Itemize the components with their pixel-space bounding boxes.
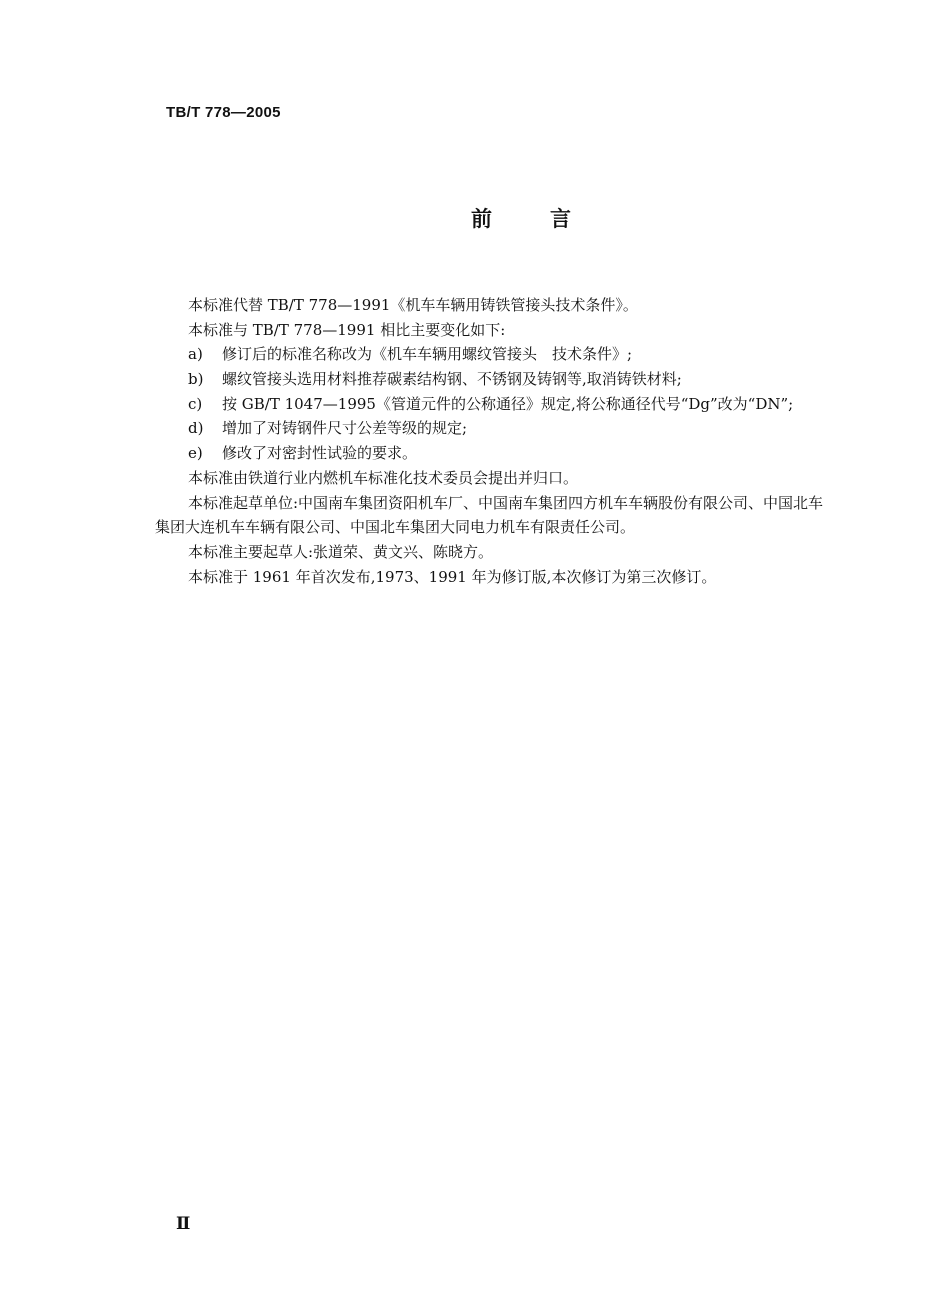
list-item-label: d) [188,419,204,438]
paragraph-drafting-units: 本标准起草单位:中国南车集团资阳机车厂、中国南车集团四方机车车辆股份有限公司、中国北车 [188,493,824,512]
list-item-text: 修改了对密封性试验的要求。 [222,444,418,463]
title-char-2: 言 [550,206,571,231]
paragraph-history: 本标准于 1961 年首次发布,1973、1991 年为修订版,本次修订为第三次修订。 [188,567,717,586]
title-char-1: 前 [471,206,492,231]
list-item [155,342,895,367]
list-item-text: 螺纹管接头选用材料推荐碳素结构钢、不锈钢及铸钢等,取消铸铁材料; [222,370,682,389]
foreword-body [155,293,895,589]
list-item [155,392,895,417]
standard-code: TB/T 778—2005 [166,104,281,121]
list-item [155,441,895,466]
paragraph-proposer: 本标准由铁道行业内燃机车标准化技术委员会提出并归口。 [188,468,579,487]
list-item [155,367,895,392]
paragraph-replaces: 本标准代替 TB/T 778—1991《机车车辆用铸铁管接头技术条件》。 [188,296,638,314]
paragraph-drafting-units-continued: 集团大连机车车辆有限公司、中国北车集团大同电力机车有限责任公司。 [155,518,636,537]
list-item-text: 修订后的标准名称改为《机车车辆用螺纹管接头 技术条件》; [222,345,633,364]
list-item-label: e) [188,444,203,463]
list-item-label: c) [188,394,203,413]
list-item-text: 按 GB/T 1047—1995《管道元件的公称通径》规定,将公称通径代号“Dg”改为“DN”; [222,394,794,413]
paragraph-changes-intro: 本标准与 TB/T 778—1991 相比主要变化如下: [188,320,506,339]
list-item-text: 增加了对铸钢件尺寸公差等级的规定; [222,419,468,438]
list-item-label: b) [188,370,204,389]
page-title [471,203,571,233]
paragraph-drafters: 本标准主要起草人:张道荣、黄文兴、陈晓方。 [188,542,494,561]
list-item [155,416,895,441]
list-item-label: a) [188,345,203,364]
page-number: Ⅱ [176,1214,191,1234]
